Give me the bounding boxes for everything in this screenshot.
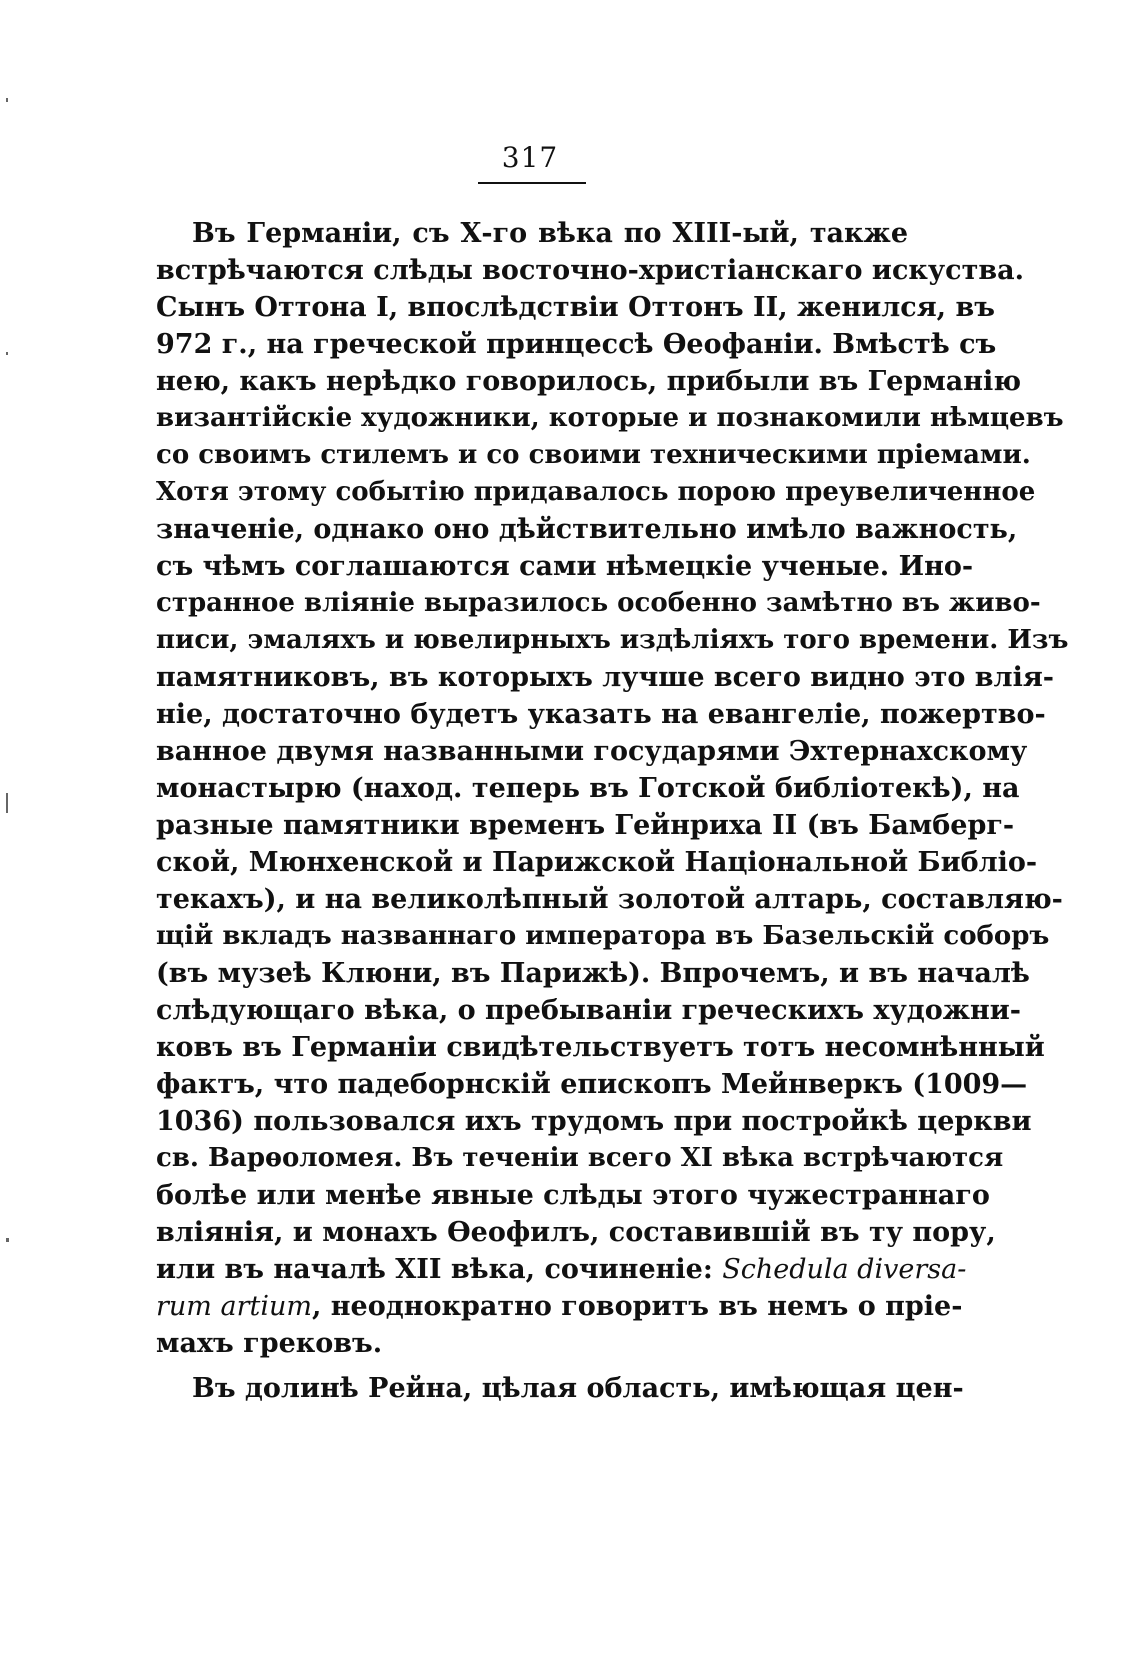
latin-title: Schedula diversa-	[722, 1254, 967, 1285]
text-line: византійскіе художники, которые и познакомили нѣмцевъ	[156, 403, 1064, 433]
text-line: монастырю (наход. теперь въ Готской библіотекѣ), на	[156, 773, 1020, 804]
text-line: 972 г., на греческой принцессѣ Ѳеофаніи. Вмѣстѣ съ	[156, 329, 997, 360]
text-line: встрѣчаются слѣды восточно-христіанскаго искуства.	[156, 255, 1025, 286]
text-fragment: или въ началѣ XII вѣка, сочиненіе:	[156, 1254, 713, 1285]
text-line: 1036) пользовался ихъ трудомъ при постройкѣ церкви	[156, 1106, 1032, 1137]
page-number: 317	[501, 141, 559, 174]
text-line: значеніе, однако оно дѣйствительно имѣло важность,	[156, 514, 1018, 545]
text-line: Въ долинѣ Рейна, цѣлая область, имѣющая цен-	[192, 1373, 964, 1404]
body-text	[156, 215, 1069, 1407]
scan-speck	[6, 1238, 9, 1242]
text-line: ковъ въ Германіи свидѣтельствуетъ тотъ несомнѣнный	[156, 1032, 1045, 1063]
text-line-with-latin	[156, 1251, 967, 1288]
text-line: нею, какъ нерѣдко говорилось, прибыли въ Германію	[156, 366, 1022, 397]
latin-title: rum artium	[156, 1291, 312, 1322]
text-line: слѣдующаго вѣка, о пребываніи греческихъ художни-	[156, 995, 1021, 1026]
scan-speck	[6, 793, 8, 813]
scan-speck	[6, 98, 8, 102]
text-line: странное вліяніе выразилось особенно замѣтно въ живо-	[156, 588, 1041, 618]
text-line: Въ Германіи, съ Х-го вѣка по XIII-ый, также	[192, 218, 908, 249]
text-line: св. Варѳоломея. Въ теченіи всего XI вѣка встрѣчаются	[156, 1143, 1004, 1173]
text-line: разные памятники временъ Гейнриха II (въ Бамберг-	[156, 810, 1015, 841]
text-line-with-latin	[156, 1288, 963, 1325]
text-line: писи, эмаляхъ и ювелирныхъ издѣліяхъ того времени. Изъ	[156, 625, 1069, 655]
text-line: памятниковъ, въ которыхъ лучше всего видно это влія-	[156, 662, 1054, 693]
text-line: ской, Мюнхенской и Парижской Національной Библіо-	[156, 847, 1038, 878]
text-line: (въ музеѣ Клюни, въ Парижѣ). Впрочемъ, и въ началѣ	[156, 958, 1030, 989]
text-line: текахъ), и на великолѣпный золотой алтарь, составляю-	[156, 884, 1063, 915]
text-line: щій вкладъ названнаго императора въ Базельскій соборъ	[156, 921, 1050, 951]
text-line: ніе, достаточно будетъ указать на евангеліе, пожертво-	[156, 699, 1046, 730]
page-number-rule	[478, 182, 586, 184]
text-line: болѣе или менѣе явные слѣды этого чужестраннаго	[156, 1180, 990, 1211]
text-line: фактъ, что падеборнскій епископъ Мейнверкъ (1009—	[156, 1069, 1028, 1100]
text-line: вліянія, и монахъ Ѳеофилъ, составившій въ ту пору,	[156, 1217, 996, 1248]
text-line: съ чѣмъ соглашаются сами нѣмецкіе ученые. Ино-	[156, 551, 974, 582]
text-line: со своимъ стилемъ и со своими техническими пріемами.	[156, 440, 1031, 470]
text-line: Сынъ Оттона I, впослѣдствіи Оттонъ II, женился, въ	[156, 292, 995, 323]
text-fragment: , неоднократно говоритъ въ немъ о пріе-	[311, 1291, 963, 1322]
text-line: Хотя этому событію придавалось порою преувеличенное	[156, 477, 1036, 507]
scan-speck	[6, 352, 8, 355]
text-line: махъ грековъ.	[156, 1328, 383, 1359]
text-line: ванное двумя названными государями Эхтернахскому	[156, 736, 1028, 767]
